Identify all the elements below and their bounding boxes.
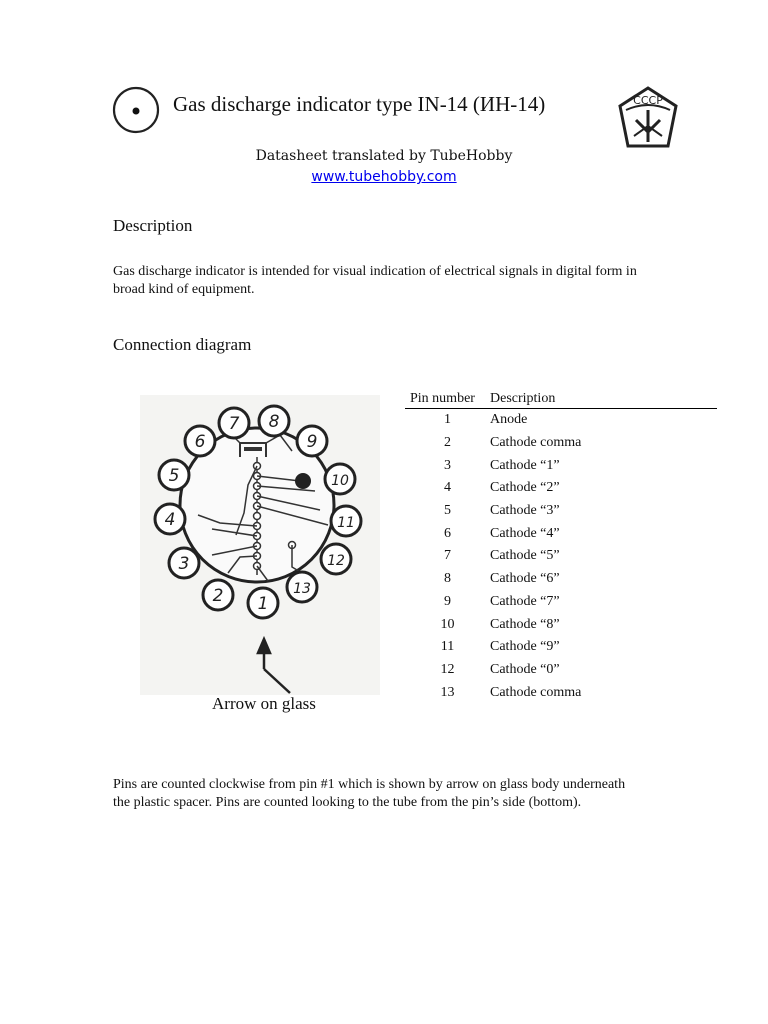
pin-number: 10 <box>440 616 455 632</box>
pin-description: Cathode comma <box>490 435 582 451</box>
pin-label: 5 <box>168 466 180 486</box>
pin-label: 12 <box>327 553 345 569</box>
table-row <box>405 522 717 545</box>
pin-number: 11 <box>440 639 455 655</box>
pin-number: 4 <box>444 480 451 496</box>
table-row <box>405 591 717 614</box>
pin-number: 13 <box>440 684 455 700</box>
quality-mark-logo <box>610 80 686 156</box>
pin-label: 7 <box>228 414 240 434</box>
table-row <box>405 659 717 682</box>
col-description: Description <box>490 390 717 409</box>
subtitle: Datasheet translated by TubeHobby <box>255 148 513 164</box>
pin-description: Cathode “8” <box>490 616 560 632</box>
table-row <box>405 681 717 704</box>
pin-number: 6 <box>444 525 451 541</box>
table-row <box>405 545 717 568</box>
table-row <box>405 636 717 659</box>
pin-number: 2 <box>444 435 451 451</box>
table-row <box>405 500 717 523</box>
logo-text: СССР <box>633 94 663 107</box>
tube-icon <box>110 84 162 136</box>
table-row <box>405 409 717 432</box>
pin-description: Cathode “5” <box>490 548 560 564</box>
pin-number: 7 <box>444 548 451 564</box>
pin-label: 9 <box>306 432 318 452</box>
pin-description: Cathode “0” <box>490 661 560 677</box>
pin-description: Cathode “7” <box>490 593 560 609</box>
table-header-row <box>405 390 717 409</box>
pin-label: 4 <box>164 510 176 530</box>
pin-number: 8 <box>444 571 451 587</box>
arrow-caption: Arrow on glass <box>212 694 316 713</box>
pin-description: Cathode “4” <box>490 525 560 541</box>
pin-number: 12 <box>440 661 455 677</box>
description-text: Gas discharge indicator is intended for visual indication of electrical signals in digital form in broad kind of equipment. <box>113 264 637 297</box>
pin-table <box>405 390 717 704</box>
pin-label: 8 <box>268 412 280 432</box>
table-row <box>405 613 717 636</box>
pin-number: 3 <box>444 457 451 473</box>
page-title: Gas discharge indicator type IN-14 (ИН-14) <box>173 92 546 116</box>
pin-number: 5 <box>444 503 451 519</box>
pin-label: 6 <box>194 432 206 452</box>
pin-description: Cathode “3” <box>490 503 560 519</box>
description-heading: Description <box>113 216 193 235</box>
table-row <box>405 477 717 500</box>
table-row <box>405 454 717 477</box>
pin-description: Cathode comma <box>490 684 582 700</box>
pin-label: 1 <box>257 594 269 614</box>
pin-description: Cathode “6” <box>490 571 560 587</box>
pin-diagram <box>140 395 380 695</box>
table-row <box>405 568 717 591</box>
table-row <box>405 432 717 455</box>
pin-description: Anode <box>490 412 528 428</box>
pin-label: 13 <box>293 581 311 597</box>
pin-label: 3 <box>178 554 190 574</box>
pin-description: Cathode “9” <box>490 639 560 655</box>
website-link[interactable]: www.tubehobby.com <box>311 169 457 185</box>
col-pin-number: Pin number <box>405 390 490 409</box>
pin-count-note: Pins are counted clockwise from pin #1 which is shown by arrow on glass body underneath the plastic spacer. Pins are counted looking to the tube from the pin’s side (bottom). <box>113 777 626 810</box>
pin-number: 1 <box>444 412 451 428</box>
connection-heading: Connection diagram <box>113 335 252 354</box>
website-link-wrap <box>0 169 768 185</box>
pin-description: Cathode “1” <box>490 457 560 473</box>
pin-description: Cathode “2” <box>490 480 560 496</box>
pin-label: 2 <box>212 586 224 606</box>
pin-label: 10 <box>331 473 349 489</box>
pin-label: 11 <box>337 515 355 531</box>
pin-number: 9 <box>444 593 451 609</box>
